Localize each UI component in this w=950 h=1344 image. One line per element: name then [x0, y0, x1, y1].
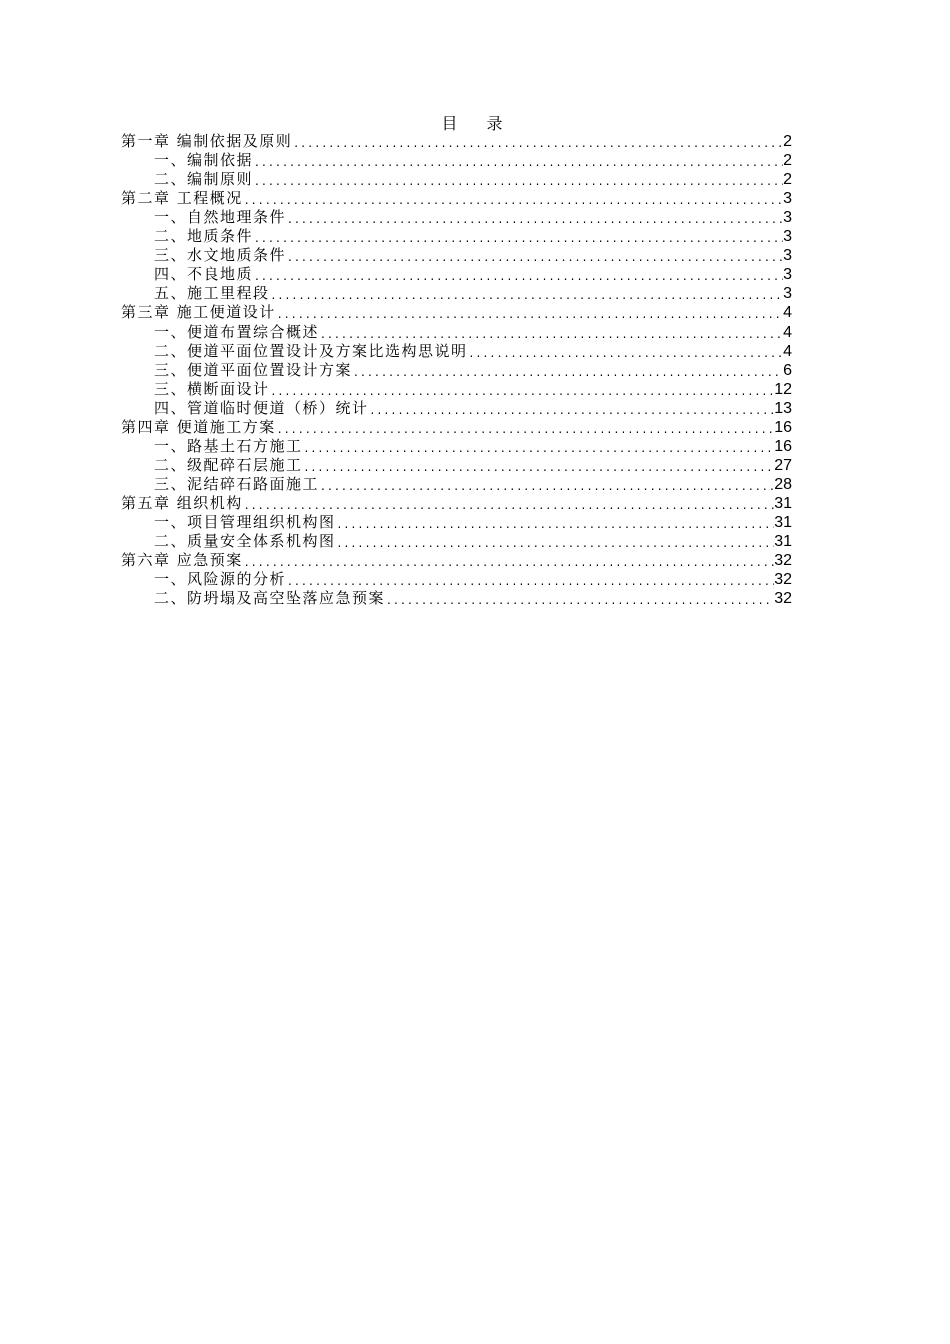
toc-section-entry[interactable]: [121, 532, 792, 551]
toc-entry-label: 一、便道布置综合概述: [154, 322, 320, 341]
toc-entry-page-number: 4: [783, 342, 792, 360]
toc-entry-page-number: 27: [774, 456, 792, 474]
toc-entry-page-number: 31: [774, 533, 792, 551]
toc-entry-page-number: 31: [774, 513, 792, 531]
toc-dot-leader: [468, 346, 783, 361]
toc-dot-leader: [276, 307, 783, 322]
toc-chapter-entry[interactable]: [121, 494, 792, 513]
toc-dot-leader: [253, 231, 783, 246]
toc-list: [121, 132, 792, 608]
toc-entry-page-number: 2: [783, 152, 792, 170]
toc-dot-leader: [253, 155, 783, 170]
toc-entry-page-number: 12: [774, 380, 792, 398]
toc-entry-label: 一、路基土石方施工: [154, 436, 303, 455]
toc-entry-page-number: 13: [774, 399, 792, 417]
toc-entry-label: 三、水文地质条件: [154, 246, 287, 265]
toc-entry-label: 二、地质条件: [154, 227, 254, 246]
toc-entry-page-number: 3: [783, 209, 792, 227]
toc-section-entry[interactable]: [121, 227, 792, 246]
toc-entry-label: 第二章 工程概况: [121, 189, 243, 208]
toc-entry-label: 四、管道临时便道（桥）统计: [154, 398, 369, 417]
toc-entry-page-number: 28: [774, 475, 792, 493]
toc-entry-page-number: 16: [774, 418, 792, 436]
toc-section-entry[interactable]: [121, 265, 792, 284]
toc-entry-label: 二、编制原则: [154, 170, 254, 189]
toc-dot-leader: [243, 498, 774, 513]
toc-chapter-entry[interactable]: [121, 189, 792, 208]
toc-section-entry[interactable]: [121, 475, 792, 494]
toc-entry-label: 三、泥结碎石路面施工: [154, 474, 320, 493]
toc-dot-leader: [276, 422, 774, 437]
toc-dot-leader: [286, 250, 783, 265]
toc-section-entry[interactable]: [121, 284, 792, 303]
toc-title: 目 录: [441, 114, 515, 133]
toc-chapter-entry[interactable]: [121, 303, 792, 322]
toc-dot-leader: [303, 460, 775, 475]
toc-dot-leader: [292, 136, 783, 151]
toc-section-entry[interactable]: [121, 322, 792, 341]
toc-entry-label: 五、施工里程段: [154, 284, 270, 303]
toc-dot-leader: [352, 365, 783, 380]
toc-dot-leader: [286, 212, 783, 227]
toc-dot-leader: [243, 193, 783, 208]
toc-section-entry[interactable]: [121, 246, 792, 265]
toc-entry-label: 一、自然地理条件: [154, 208, 287, 227]
toc-dot-leader: [369, 403, 775, 418]
toc-entry-page-number: 32: [774, 552, 792, 570]
toc-entry-label: 二、质量安全体系机构图: [154, 532, 336, 551]
toc-dot-leader: [243, 555, 774, 570]
toc-chapter-entry[interactable]: [121, 551, 792, 570]
toc-section-entry[interactable]: [121, 170, 792, 189]
toc-entry-page-number: 6: [783, 361, 792, 379]
toc-entry-label: 第一章 编制依据及原则: [121, 132, 293, 151]
toc-section-entry[interactable]: [121, 570, 792, 589]
toc-entry-label: 二、级配碎石层施工: [154, 455, 303, 474]
toc-entry-page-number: 3: [783, 285, 792, 303]
toc-dot-leader: [336, 536, 775, 551]
toc-section-entry[interactable]: [121, 589, 792, 608]
toc-entry-label: 第六章 应急预案: [121, 551, 243, 570]
toc-dot-leader: [270, 288, 783, 303]
toc-entry-label: 二、便道平面位置设计及方案比选构思说明: [154, 341, 468, 360]
toc-section-entry[interactable]: [121, 380, 792, 399]
toc-entry-page-number: 4: [783, 323, 792, 341]
toc-entry-page-number: 4: [783, 304, 792, 322]
toc-dot-leader: [253, 174, 783, 189]
toc-dot-leader: [385, 593, 774, 608]
toc-entry-page-number: 2: [783, 133, 792, 151]
toc-entry-label: 第三章 施工便道设计: [121, 303, 276, 322]
toc-entry-label: 第五章 组织机构: [121, 493, 243, 512]
toc-section-entry[interactable]: [121, 399, 792, 418]
toc-section-entry[interactable]: [121, 361, 792, 380]
toc-entry-label: 三、便道平面位置设计方案: [154, 360, 353, 379]
toc-entry-page-number: 3: [783, 228, 792, 246]
toc-entry-page-number: 31: [774, 494, 792, 512]
toc-entry-label: 四、不良地质: [154, 265, 254, 284]
toc-entry-label: 一、风险源的分析: [154, 570, 287, 589]
toc-chapter-entry[interactable]: [121, 418, 792, 437]
toc-section-entry[interactable]: [121, 151, 792, 170]
toc-entry-page-number: 3: [783, 190, 792, 208]
toc-dot-leader: [336, 517, 775, 532]
toc-entry-page-number: 32: [774, 590, 792, 608]
toc-section-entry[interactable]: [121, 437, 792, 456]
toc-dot-leader: [319, 327, 783, 342]
toc-entry-label: 二、防坍塌及高空坠落应急预案: [154, 589, 386, 608]
toc-entry-page-number: 16: [774, 437, 792, 455]
toc-entry-label: 三、横断面设计: [154, 379, 270, 398]
toc-dot-leader: [319, 479, 774, 494]
toc-section-entry[interactable]: [121, 208, 792, 227]
toc-dot-leader: [270, 384, 775, 399]
toc-entry-label: 第四章 便道施工方案: [121, 417, 276, 436]
toc-chapter-entry[interactable]: [121, 132, 792, 151]
toc-dot-leader: [253, 269, 783, 284]
toc-entry-label: 一、项目管理组织机构图: [154, 512, 336, 531]
toc-entry-label: 一、编制依据: [154, 151, 254, 170]
toc-entry-page-number: 32: [774, 571, 792, 589]
toc-entry-page-number: 3: [783, 247, 792, 265]
toc-entry-page-number: 2: [783, 171, 792, 189]
toc-dot-leader: [303, 441, 775, 456]
toc-section-entry[interactable]: [121, 456, 792, 475]
toc-section-entry[interactable]: [121, 513, 792, 532]
toc-section-entry[interactable]: [121, 342, 792, 361]
toc-dot-leader: [286, 574, 774, 589]
toc-entry-page-number: 3: [783, 266, 792, 284]
